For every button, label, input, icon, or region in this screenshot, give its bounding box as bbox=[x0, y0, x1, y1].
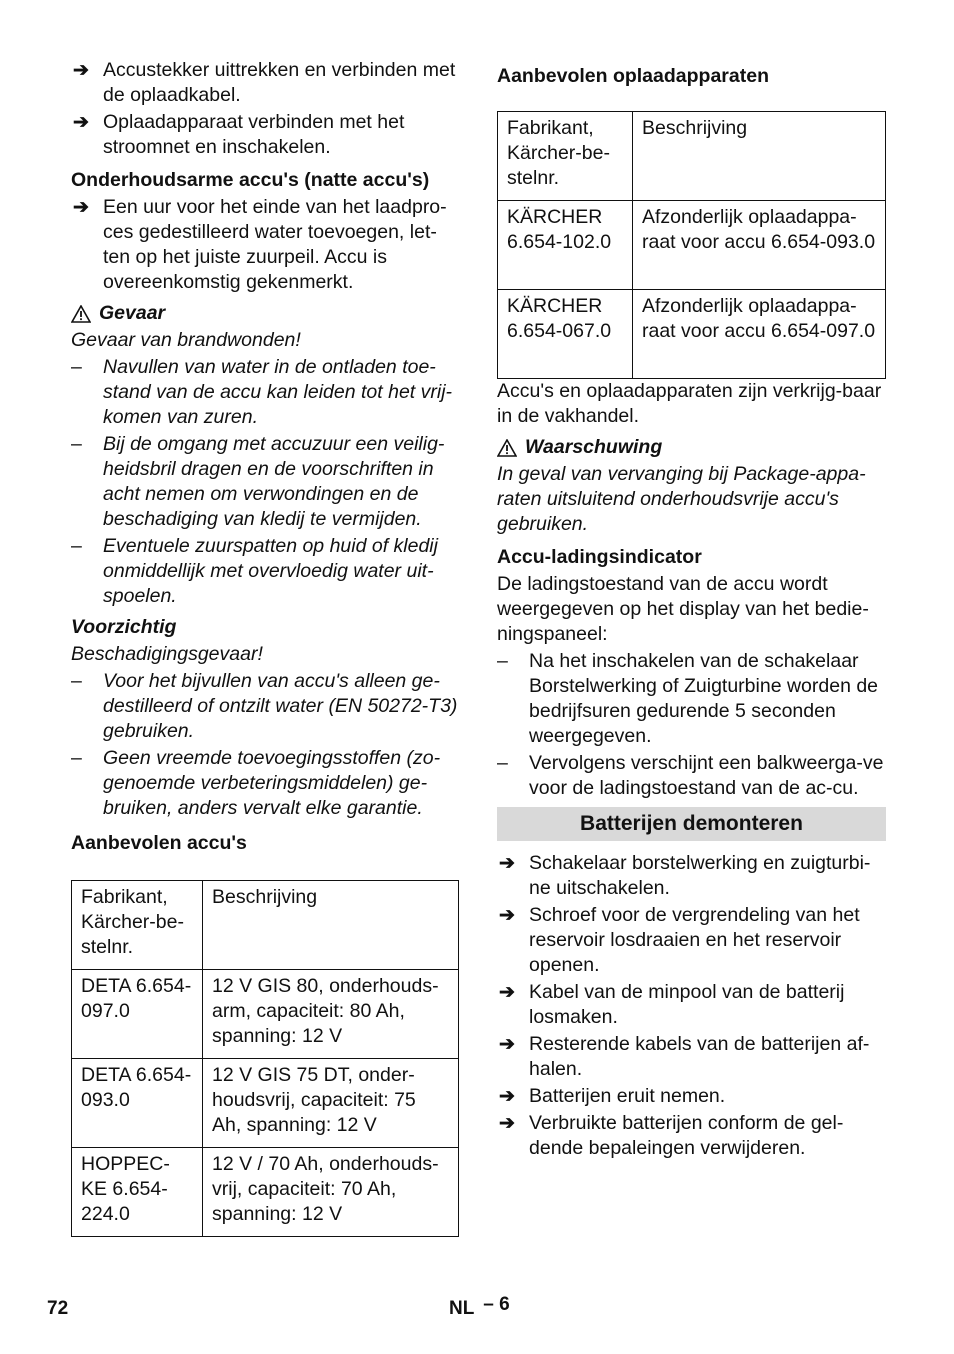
chargers-table bbox=[497, 111, 886, 379]
warning-triangle-icon bbox=[497, 439, 517, 457]
availability-text: Accu's en oplaadapparaten zijn verkrijg-baar in de vakhandel. bbox=[497, 380, 882, 427]
indicator-text: De ladingstoestand van de accu wordt weergegeven op het display van het bedie-ningspaneel: bbox=[497, 573, 869, 645]
left-column bbox=[71, 58, 459, 1237]
instruction-step: ➔ Verbruikte batterijen conform de gel-dende bepaleingen verwijderen. bbox=[499, 1112, 844, 1159]
table-cell: Afzonderlijk oplaadappa-raat voor accu 6.654-097.0 bbox=[633, 290, 886, 379]
danger-title: Gevaar bbox=[71, 301, 459, 326]
wet-battery-heading: Onderhoudsarme accu's (natte accu's) bbox=[71, 169, 430, 191]
warning-title: Waarschuwing bbox=[497, 435, 886, 460]
arrow-right-icon: ➔ bbox=[499, 1113, 515, 1134]
footer-language: NL – 6 bbox=[449, 1294, 510, 1319]
table-cell: Beschrijving bbox=[203, 881, 459, 970]
arrow-right-icon: ➔ bbox=[499, 1086, 515, 1107]
arrow-right-icon: ➔ bbox=[499, 853, 515, 874]
list-item: – Geen vreemde toevoegingsstoffen (zo-genoemde verbeteringsmiddelen) ge-bruiken, anders vervalt elke garantie. bbox=[71, 747, 441, 819]
instruction-step: ➔ Oplaadapparaat verbinden met het stroomnet en inschakelen. bbox=[73, 111, 405, 158]
table-row bbox=[498, 290, 886, 379]
table-cell: HOPPEC-KE 6.654-224.0 bbox=[72, 1148, 203, 1237]
arrow-right-icon: ➔ bbox=[73, 197, 89, 218]
arrow-right-icon: ➔ bbox=[73, 60, 89, 81]
indicator-heading: Accu-ladingsindicator bbox=[497, 546, 702, 568]
table-header-row bbox=[72, 881, 459, 970]
table-row bbox=[72, 1059, 459, 1148]
table-cell: Beschrijving bbox=[633, 112, 886, 201]
table-header-row bbox=[498, 112, 886, 201]
caution-title: Voorzichtig bbox=[71, 616, 177, 638]
arrow-right-icon: ➔ bbox=[499, 1034, 515, 1055]
table-cell: DETA 6.654-097.0 bbox=[72, 970, 203, 1059]
instruction-step: ➔ Schroef voor de vergrendeling van het reservoir losdraaien en het reservoir openen. bbox=[499, 904, 860, 976]
chargers-heading: Aanbevolen oplaadapparaten bbox=[497, 65, 769, 87]
table-cell: 12 V / 70 Ah, onderhouds-vrij, capaciteit: 70 Ah, spanning: 12 V bbox=[203, 1148, 459, 1237]
list-item: – Navullen van water in de ontladen toe-stand van de accu kan leiden tot het vrij-komen van zuren. bbox=[71, 356, 453, 428]
instruction-step: ➔ Batterijen eruit nemen. bbox=[499, 1085, 726, 1107]
table-row bbox=[498, 201, 886, 290]
arrow-right-icon: ➔ bbox=[73, 112, 89, 133]
table-row bbox=[72, 1148, 459, 1237]
caution-subtitle: Beschadigingsgevaar! bbox=[71, 643, 263, 665]
instruction-step: ➔ Een uur voor het einde van het laadpro-ces gedestilleerd water toevoegen, let-ten op het juiste zuurpeil. Accu is overeenkomstig gekenmerkt. bbox=[73, 196, 447, 293]
batteries-table bbox=[71, 880, 459, 1237]
instruction-step: ➔ Resterende kabels van de batterijen af-halen. bbox=[499, 1033, 870, 1080]
right-column bbox=[497, 58, 886, 1163]
table-cell: Afzonderlijk oplaadappa-raat voor accu 6.654-093.0 bbox=[633, 201, 886, 290]
batteries-heading: Aanbevolen accu's bbox=[71, 832, 247, 854]
table-row bbox=[72, 970, 459, 1059]
list-item: – Voor het bijvullen van accu's alleen ge-destilleerd of ontzilt water (EN 50272-T3) gebruiken. bbox=[71, 670, 458, 742]
arrow-right-icon: ➔ bbox=[499, 982, 515, 1003]
table-cell: Fabrikant, Kärcher-be-stelnr. bbox=[498, 112, 633, 201]
table-cell: Fabrikant, Kärcher-be-stelnr. bbox=[72, 881, 203, 970]
table-cell: DETA 6.654-093.0 bbox=[72, 1059, 203, 1148]
table-cell: KÄRCHER 6.654-102.0 bbox=[498, 201, 633, 290]
list-item: – Na het inschakelen van de schakelaar Borstelwerking of Zuigturbine worden de bedrijfsuren gedurende 5 seconden weergegeven. bbox=[497, 650, 879, 747]
instruction-step: ➔ Schakelaar borstelwerking en zuigturbi-ne uitschakelen. bbox=[499, 852, 871, 899]
arrow-right-icon: ➔ bbox=[499, 905, 515, 926]
warning-text: In geval van vervanging bij Package-appa-raten uitsluitend onderhoudsvrije accu's gebruiken. bbox=[497, 463, 866, 535]
list-item: – Bij de omgang met accuzuur een veilig-heidsbril dragen en de voorschriften in acht nemen om verwondingen en de beschadiging van kledij te vermijden. bbox=[71, 433, 445, 530]
instruction-step: ➔ Kabel van de minpool van de batterij losmaken. bbox=[499, 981, 845, 1028]
page-number: 72 bbox=[47, 1298, 69, 1319]
table-cell: KÄRCHER 6.654-067.0 bbox=[498, 290, 633, 379]
instruction-step: ➔ Accustekker uittrekken en verbinden met de oplaadkabel. bbox=[73, 59, 456, 106]
warning-triangle-icon bbox=[71, 305, 91, 323]
danger-subtitle: Gevaar van brandwonden! bbox=[71, 329, 301, 351]
section-title-bar: Batterijen demonteren bbox=[497, 807, 886, 841]
table-cell: 12 V GIS 75 DT, onder-houdsvrij, capaciteit: 75 Ah, spanning: 12 V bbox=[203, 1059, 459, 1148]
list-item: – Vervolgens verschijnt een balkweerga-ve voor de ladingstoestand van de ac-cu. bbox=[497, 752, 884, 799]
list-item: – Eventuele zuurspatten op huid of kledij onmiddellijk met overvloedig water uit-spoelen. bbox=[71, 535, 438, 607]
table-cell: 12 V GIS 80, onderhouds-arm, capaciteit: 80 Ah, spanning: 12 V bbox=[203, 970, 459, 1059]
